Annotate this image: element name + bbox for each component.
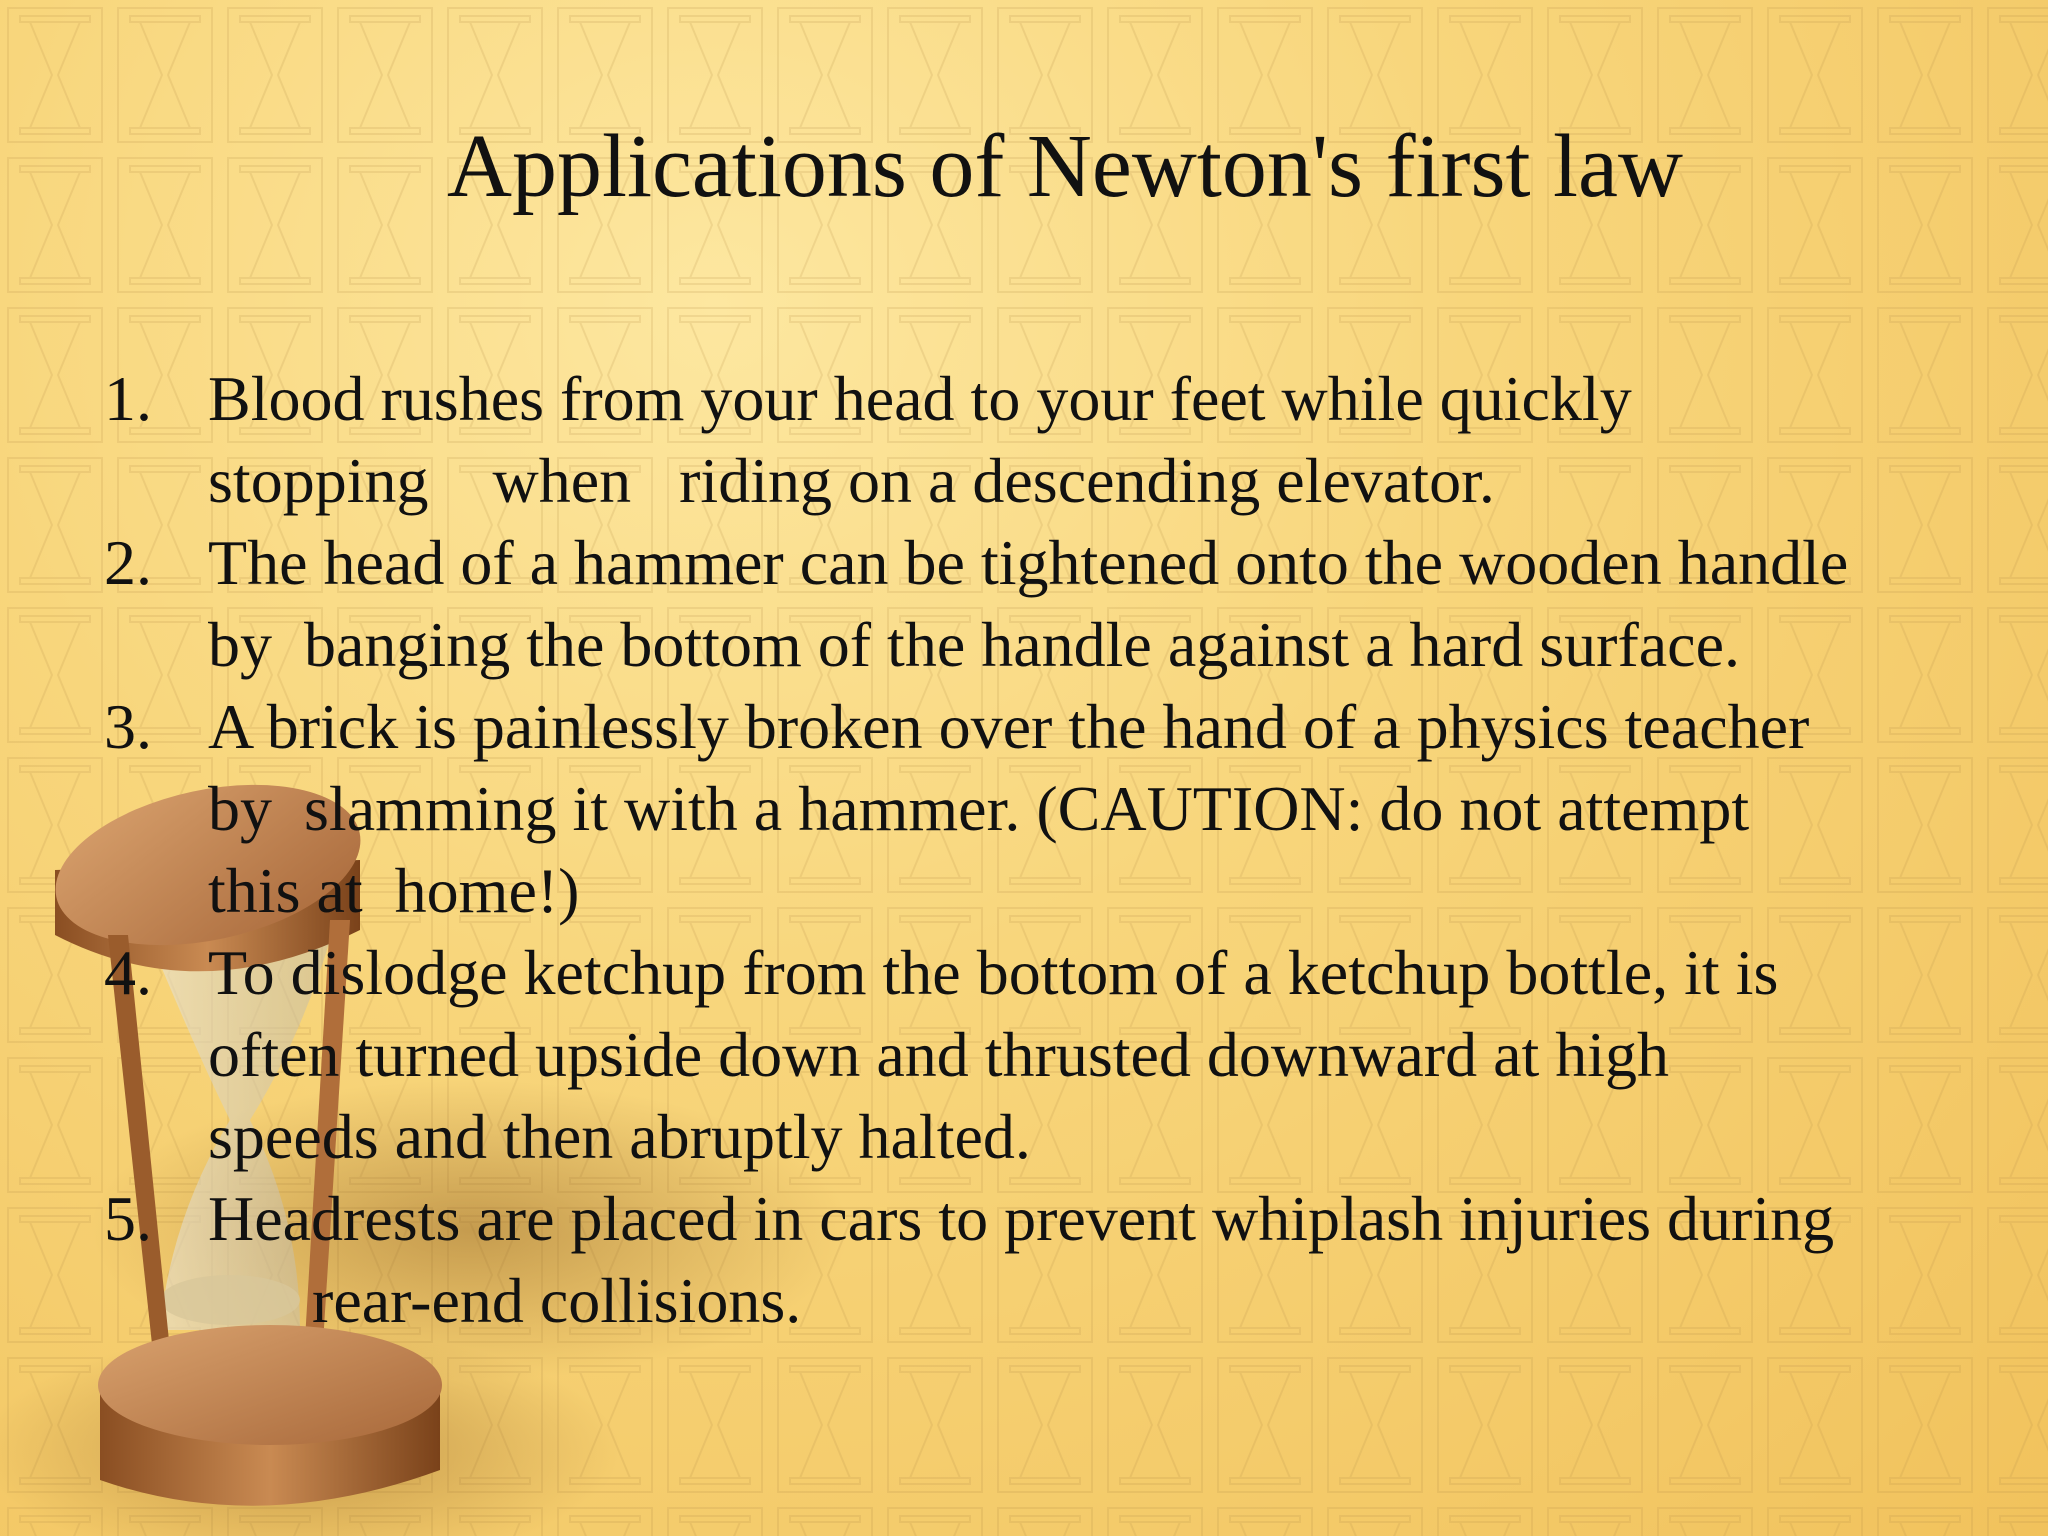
list-item-line: To dislodge ketchup from the bottom of a ketchup bottle, it is xyxy=(208,937,1779,1008)
slide-title: Applications of Newton's first law xyxy=(446,117,1683,216)
list-item-line: this at home!) xyxy=(208,855,580,926)
list-item-line: by banging the bottom of the handle against a hard surface. xyxy=(208,609,1740,680)
list-item xyxy=(104,358,2004,522)
list-item-line: by slamming it with a hammer. (CAUTION: do not attempt xyxy=(208,773,1750,844)
list-item-number: 4. xyxy=(104,937,152,1008)
list-item-line: Blood rushes from your head to your feet while quickly xyxy=(208,363,1632,434)
list-item-line: stopping when riding on a descending elevator. xyxy=(208,445,1495,516)
list-item xyxy=(104,686,2004,932)
list-item xyxy=(104,522,2004,686)
list-item-line: rear-end collisions. xyxy=(312,1265,802,1336)
list-item-line: often turned upside down and thrusted downward at high xyxy=(208,1019,1670,1090)
list-item-line: speeds and then abruptly halted. xyxy=(208,1101,1031,1172)
list-item-number: 2. xyxy=(104,527,152,598)
list-item-line: The head of a hammer can be tightened onto the wooden handle xyxy=(208,527,1849,598)
list-item-line: A brick is painlessly broken over the hand of a physics teacher xyxy=(208,691,1810,762)
list-item-number: 1. xyxy=(104,363,152,434)
applications-list xyxy=(104,358,2004,1342)
list-item-number: 3. xyxy=(104,691,152,762)
list-item xyxy=(104,1178,2004,1342)
list-item xyxy=(104,932,2004,1178)
list-item-number: 5. xyxy=(104,1183,152,1254)
list-item-line: Headrests are placed in cars to prevent whiplash injuries during xyxy=(208,1183,1835,1254)
